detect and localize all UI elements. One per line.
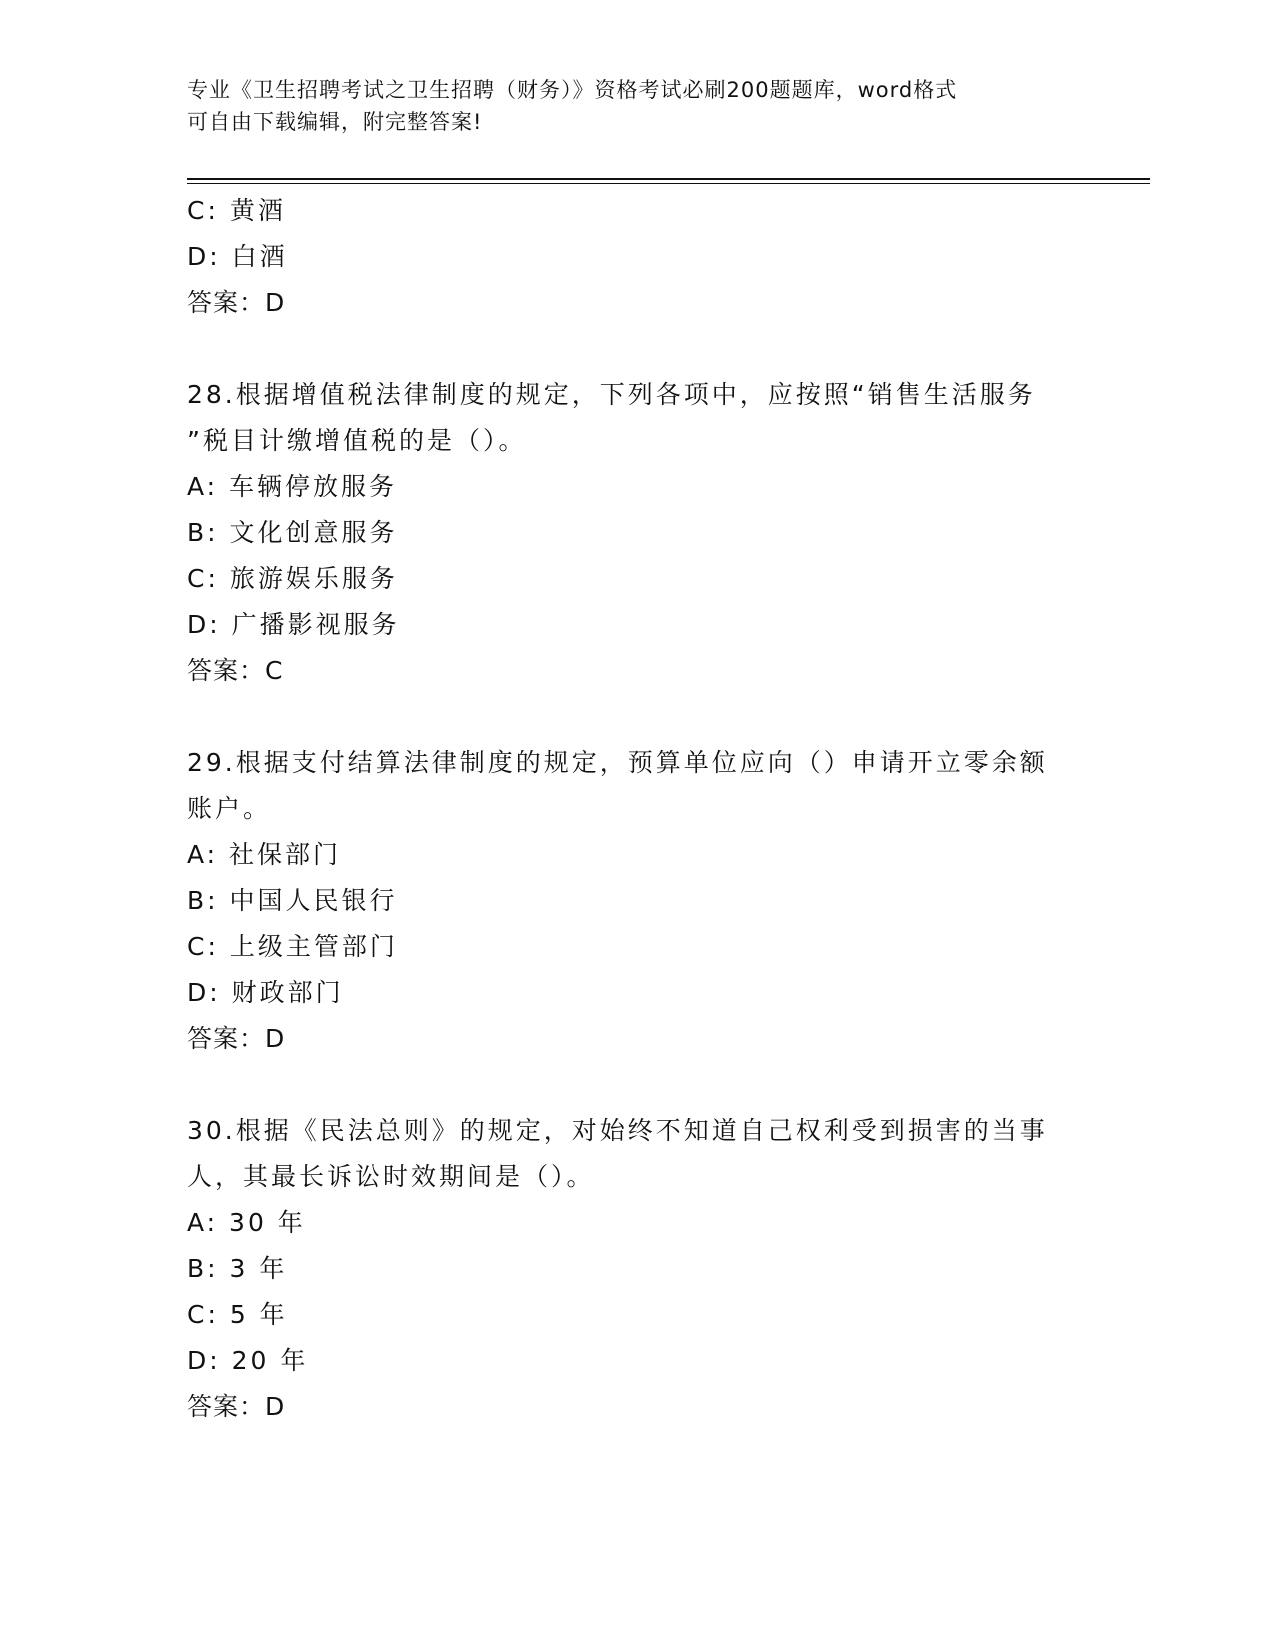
answer-line: 答案：D	[187, 1392, 286, 1421]
question-27-tail	[187, 188, 1087, 326]
question-stem-line-2: 人，其最长诉讼时效期间是（）。	[187, 1162, 595, 1191]
question-stem-line-1: 29.根据支付结算法律制度的规定，预算单位应向（）申请开立零余额	[187, 748, 1048, 777]
question-stem-line-2: ”税目计缴增值税的是（）。	[187, 426, 527, 455]
option-a: A: 30 年	[187, 1208, 306, 1237]
answer-line: 答案：C	[187, 656, 284, 685]
option-a: A: 社保部门	[187, 840, 342, 869]
question-stem-line-1: 30.根据《民法总则》的规定，对始终不知道自己权利受到损害的当事	[187, 1116, 1048, 1145]
option-d: D: 财政部门	[187, 978, 344, 1007]
option-c: C: 旅游娱乐服务	[187, 564, 398, 593]
header-line-1: 专业《卫生招聘考试之卫生招聘（财务）》资格考试必刷200题题库，word格式	[187, 78, 958, 102]
option-d: D: 白酒	[187, 242, 288, 271]
option-d: D: 广播影视服务	[187, 610, 400, 639]
option-b: B: 3 年	[187, 1254, 288, 1283]
page-header	[187, 74, 1087, 138]
question-29	[187, 740, 1087, 1062]
question-stem-line-1: 28.根据增值税法律制度的规定，下列各项中，应按照“销售生活服务	[187, 380, 1036, 409]
option-b: B: 文化创意服务	[187, 518, 398, 547]
answer-line: 答案：D	[187, 288, 286, 317]
header-line-2: 可自由下载编辑，附完整答案!	[187, 110, 483, 134]
option-c: C: 黄酒	[187, 196, 286, 225]
option-d: D: 20 年	[187, 1346, 309, 1375]
question-content	[187, 188, 1087, 1430]
question-28	[187, 372, 1087, 694]
spacer	[187, 1062, 1087, 1108]
spacer	[187, 326, 1087, 372]
option-c: C: 5 年	[187, 1300, 288, 1329]
question-30	[187, 1108, 1087, 1430]
answer-line: 答案：D	[187, 1024, 286, 1053]
option-a: A: 车辆停放服务	[187, 472, 398, 501]
header-divider-thin	[187, 183, 1150, 184]
question-stem-line-2: 账户。	[187, 794, 272, 823]
spacer	[187, 694, 1087, 740]
option-c: C: 上级主管部门	[187, 932, 398, 961]
header-divider-thick	[187, 178, 1150, 180]
option-b: B: 中国人民银行	[187, 886, 398, 915]
